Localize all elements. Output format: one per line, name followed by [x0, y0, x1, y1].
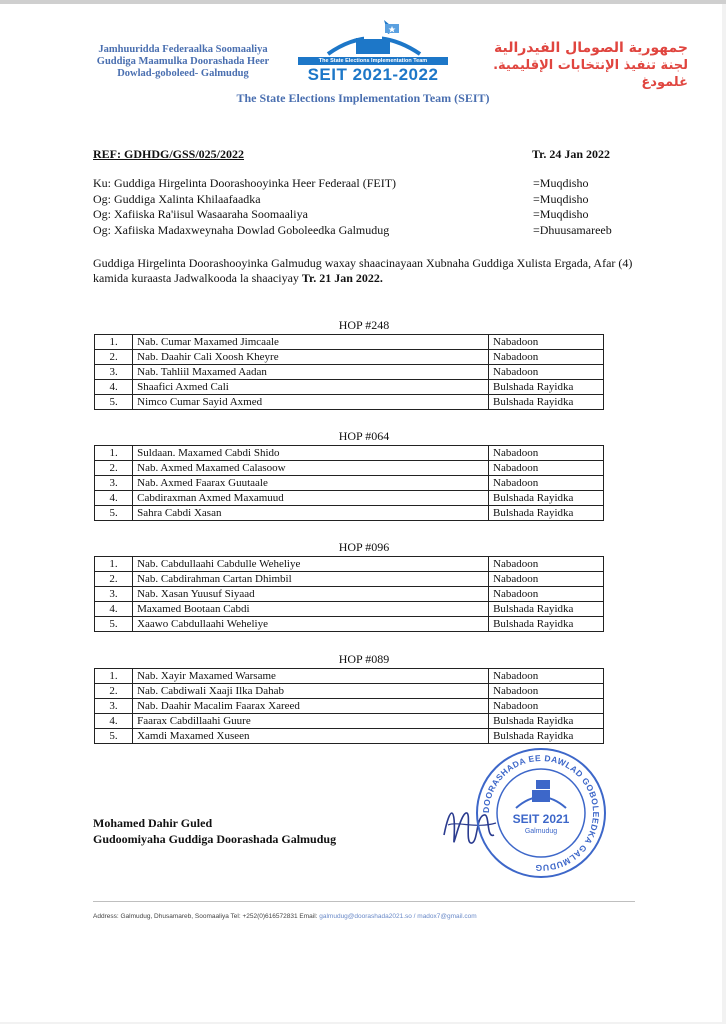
addressee-row [93, 192, 633, 208]
member-category: Nabadoon [489, 557, 604, 572]
table-row [95, 699, 604, 714]
reference-number: REF: GDHDG/GSS/025/2022 [93, 147, 245, 161]
footer-address: Address: Galmudug, Dhusamareb, Soomaaliya Tel: +252(0)616572831 Email: [93, 913, 320, 920]
table-row [95, 446, 604, 461]
addressee-location: =Dhuusamareeb [533, 222, 612, 237]
row-number: 1. [95, 335, 133, 350]
hop-table [94, 668, 604, 744]
member-name: Nab. Daahir Macalim Faarax Xareed [133, 699, 489, 714]
header-right-line: لجنة تنفيذ الإنتخابات الإقليمية. غلمودغ [493, 58, 688, 90]
addressee-label: Og: Xafiiska Madaxweynaha Dowlad Goboleedka Galmudug [93, 222, 390, 237]
member-name: Nab. Cabdiwali Xaaji Ilka Dahab [133, 684, 489, 699]
header-right-text [458, 40, 688, 91]
addressee-row [93, 176, 633, 192]
member-name: Maxamed Bootaan Cabdi [133, 602, 489, 617]
footer-emails[interactable]: galmudug@doorashada2021.so / madox7@gmail.com [319, 913, 477, 920]
row-number: 1. [95, 669, 133, 684]
row-number: 4. [95, 491, 133, 506]
addressee-row [93, 223, 633, 239]
row-number: 1. [95, 446, 133, 461]
member-category: Nabadoon [489, 446, 604, 461]
table-row [95, 476, 604, 491]
footer-divider [93, 901, 635, 902]
member-category: Nabadoon [489, 587, 604, 602]
member-category: Bulshada Rayidka [489, 714, 604, 729]
addressee-list [93, 176, 633, 238]
addressee-location: =Muqdisho [533, 191, 589, 206]
member-name: Suldaan. Maxamed Cabdi Shido [133, 446, 489, 461]
table-row [95, 602, 604, 617]
addressee-row [93, 207, 633, 223]
row-number: 2. [95, 350, 133, 365]
row-number: 4. [95, 380, 133, 395]
hop-block [94, 429, 604, 521]
intro-date: Tr. 21 Jan 2022. [301, 271, 383, 285]
hop-title: HOP #064 [338, 429, 390, 443]
table-row [95, 729, 604, 744]
hop-title: HOP #248 [338, 318, 390, 332]
member-name: Nab. Cabdullaahi Cabdulle Weheliye [133, 557, 489, 572]
member-category: Bulshada Rayidka [489, 617, 604, 632]
member-name: Faarax Cabdillaahi Guure [133, 714, 489, 729]
member-name: Nab. Tahliil Maxamed Aadan [133, 365, 489, 380]
member-name: Nab. Xasan Yuusuf Siyaad [133, 587, 489, 602]
member-category: Nabadoon [489, 699, 604, 714]
table-row [95, 669, 604, 684]
row-number: 4. [95, 714, 133, 729]
table-row [95, 491, 604, 506]
member-category: Bulshada Rayidka [489, 395, 604, 410]
row-number: 1. [95, 557, 133, 572]
member-name: Nab. Cumar Maxamed Jimcaale [133, 335, 489, 350]
stamp-center-text: SEIT 2021 [512, 812, 570, 826]
footer [93, 913, 477, 920]
header-left-line: Jamhuuridda Federaalka Soomaaliya [98, 44, 268, 55]
hop-title: HOP #096 [338, 540, 390, 554]
row-number: 4. [95, 602, 133, 617]
table-row [95, 714, 604, 729]
row-number: 5. [95, 506, 133, 521]
hop-block [94, 652, 604, 744]
table-row [95, 572, 604, 587]
intro-text: Guddiga Hirgelinta Doorashooyinka Galmudug waxay shaacinayaan Xubnaha Guddiga Xulista Ergada, Afar (4) kamida kuraasta Jadwalkooda la shaaciyay [93, 256, 633, 285]
member-name: Sahra Cabdi Xasan [133, 506, 489, 521]
member-category: Nabadoon [489, 350, 604, 365]
member-category: Bulshada Rayidka [489, 729, 604, 744]
member-category: Bulshada Rayidka [489, 506, 604, 521]
member-category: Nabadoon [489, 461, 604, 476]
official-stamp [466, 746, 616, 881]
member-name: Nab. Axmed Maxamed Calasoow [133, 461, 489, 476]
row-number: 5. [95, 617, 133, 632]
hop-table [94, 556, 604, 632]
member-name: Nab. Cabdirahman Cartan Dhimbil [133, 572, 489, 587]
logo-title: SEIT 2021-2022 [307, 65, 439, 84]
row-number: 3. [95, 699, 133, 714]
member-category: Bulshada Rayidka [489, 491, 604, 506]
addressee-location: =Muqdisho [533, 207, 589, 221]
addressee-label: Og: Guddiga Xalinta Khilaafaadka [93, 191, 261, 206]
signatory-name: Mohamed Dahir Guled [93, 816, 213, 830]
header-subtitle: The State Elections Implementation Team (SEIT) [236, 91, 490, 105]
header-left-text [72, 44, 294, 80]
document-date: Tr. 24 Jan 2022 [532, 147, 611, 161]
table-row [95, 335, 604, 350]
table-row [95, 587, 604, 602]
addressee-location: =Muqdisho [533, 176, 589, 190]
member-name: Nab. Axmed Faarax Guutaale [133, 476, 489, 491]
intro-paragraph [93, 256, 633, 286]
member-category: Nabadoon [489, 335, 604, 350]
table-row [95, 506, 604, 521]
hop-title: HOP #089 [338, 652, 390, 666]
table-row [95, 461, 604, 476]
member-category: Nabadoon [489, 684, 604, 699]
member-name: Shaafici Axmed Cali [133, 380, 489, 395]
row-number: 2. [95, 684, 133, 699]
header-right-line: جمهورية الصومال الفيدرالية [493, 40, 688, 56]
member-name: Cabdiraxman Axmed Maxamuud [133, 491, 489, 506]
member-category: Bulshada Rayidka [489, 602, 604, 617]
table-row [95, 365, 604, 380]
header-left-line: Guddiga Maamulka Doorashada Heer [96, 56, 270, 67]
row-number: 2. [95, 572, 133, 587]
member-name: Nimco Cumar Sayid Axmed [133, 395, 489, 410]
addressee-label: Ku: Guddiga Hirgelinta Doorashooyinka Heer Federaal (FEIT) [93, 176, 397, 190]
member-name: Xamdi Maxamed Xuseen [133, 729, 489, 744]
hop-block [94, 318, 604, 410]
member-name: Xaawo Cabdullaahi Weheliye [133, 617, 489, 632]
row-number: 3. [95, 587, 133, 602]
member-category: Nabadoon [489, 669, 604, 684]
member-name: Nab. Xayir Maxamed Warsame [133, 669, 489, 684]
row-number: 5. [95, 729, 133, 744]
member-category: Nabadoon [489, 365, 604, 380]
row-number: 5. [95, 395, 133, 410]
row-number: 3. [95, 476, 133, 491]
member-category: Nabadoon [489, 572, 604, 587]
table-row [95, 684, 604, 699]
header-left-line: Dowlad-goboleed- Galmudug [117, 68, 249, 79]
row-number: 2. [95, 461, 133, 476]
table-row [95, 380, 604, 395]
stamp-ring-text: DOORASHADA EE DAWLAD GOBOLEEDKA GALMUDUG [480, 752, 602, 874]
hop-table [94, 445, 604, 521]
signatory-title: Gudoomiyaha Guddiga Doorashada Galmudug [93, 832, 337, 846]
table-row [95, 350, 604, 365]
hop-block [94, 540, 604, 632]
member-category: Nabadoon [489, 476, 604, 491]
table-row [95, 395, 604, 410]
hop-table [94, 334, 604, 410]
table-row [95, 617, 604, 632]
addressee-label: Og: Xafiiska Ra'iisul Wasaaraha Soomaaliya [93, 207, 308, 221]
row-number: 3. [95, 365, 133, 380]
member-name: Nab. Daahir Cali Xoosh Kheyre [133, 350, 489, 365]
logo-banner: The State Elections Implementation Team [298, 57, 448, 65]
member-category: Bulshada Rayidka [489, 380, 604, 395]
signatory-block [93, 815, 336, 847]
table-row [95, 557, 604, 572]
stamp-sub-text: Galmudug [524, 828, 558, 835]
